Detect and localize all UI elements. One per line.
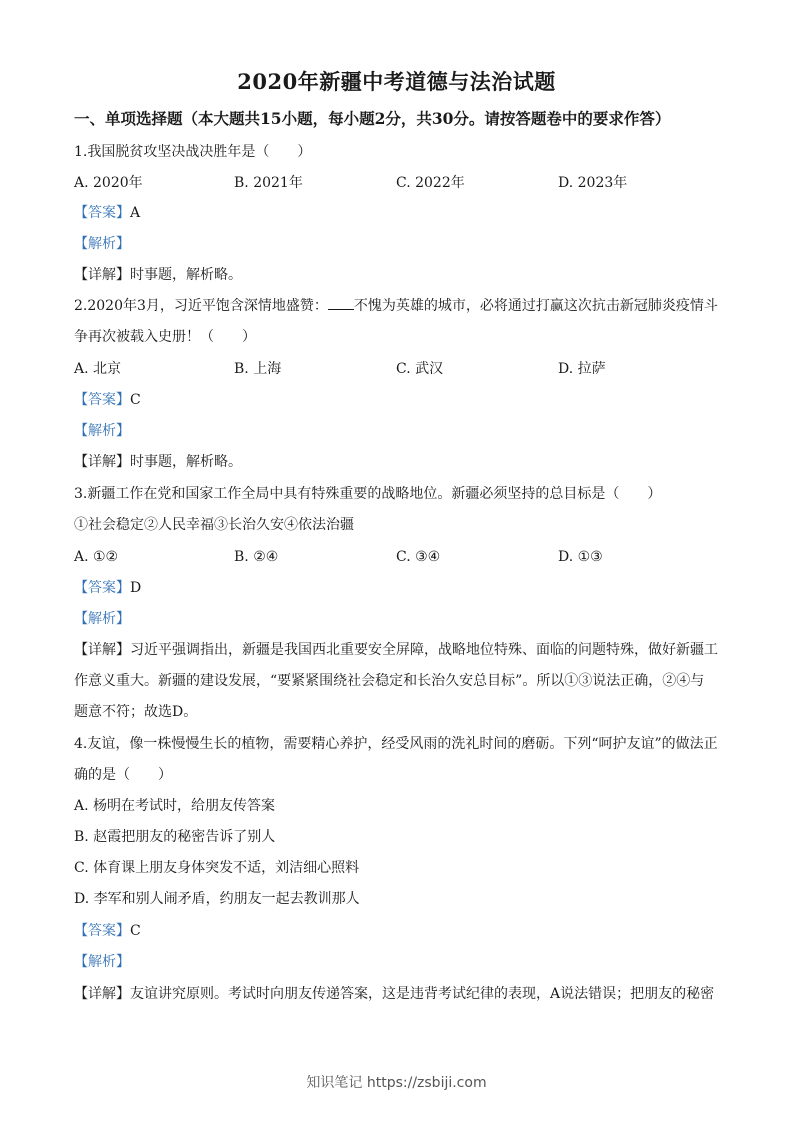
- question-3-items: ①社会稳定②人民幸福③长治久安④依法治疆: [74, 517, 354, 533]
- detail-text: 时事题，解析略。: [130, 454, 242, 470]
- option-a: A. ①②: [74, 549, 119, 565]
- question-4-option-b: B. 赵霞把朋友的秘密告诉了别人: [74, 829, 276, 845]
- fill-blank: [328, 297, 354, 310]
- page-title: 2020年新疆中考道德与法治试题: [237, 69, 556, 94]
- question-4-detail: [74, 985, 734, 1003]
- detail-text: 友谊讲究原则。考试时向朋友传递答案，这是违背考试纪律的表现，A说法错误；把朋友的秘密: [130, 986, 715, 1002]
- question-3-answer: [74, 579, 734, 597]
- section-heading: 一、单项选择题（本大题共15小题，每小题2分，共30分。请按答题卷中的要求作答）: [74, 109, 671, 128]
- analysis-tag: 【解析】: [74, 236, 130, 252]
- answer-value: A: [130, 205, 141, 221]
- answer-tag: 【答案】: [74, 205, 130, 221]
- option-c: C. ③④: [396, 549, 441, 565]
- option-c: C. 2022年: [396, 175, 465, 191]
- answer-tag: 【答案】: [74, 392, 130, 408]
- analysis-tag: 【解析】: [74, 954, 130, 970]
- answer-value: D: [130, 580, 142, 596]
- question-4-stem-cont: 确的是（ ）: [74, 767, 172, 783]
- question-3-detail: [74, 641, 734, 659]
- detail-tag: 【详解】: [74, 986, 130, 1002]
- question-2-answer: [74, 391, 734, 409]
- question-1-detail: [74, 266, 734, 284]
- question-2-analysis: [74, 422, 734, 440]
- question-3-detail-end: 题意不符；故选D。: [74, 704, 198, 720]
- footer-watermark: 知识笔记 https://zsbiji.com: [306, 1075, 487, 1091]
- question-3-analysis: [74, 610, 734, 628]
- question-1-stem: 1.我国脱贫攻坚决战决胜年是（ ）: [74, 144, 312, 160]
- answer-value: C: [130, 923, 141, 939]
- analysis-tag: 【解析】: [74, 423, 130, 439]
- option-d: D. 拉萨: [558, 361, 606, 377]
- answer-value: C: [130, 392, 141, 408]
- question-4-analysis: [74, 953, 734, 971]
- question-1-analysis: [74, 235, 734, 253]
- option-b: B. 上海: [234, 361, 282, 377]
- question-2-detail: [74, 453, 734, 471]
- option-a: A. 2020年: [74, 175, 143, 191]
- question-2-stem-cont: 争再次被载入史册！（ ）: [74, 329, 256, 345]
- option-d: D. ①③: [558, 549, 603, 565]
- question-1-answer: [74, 204, 734, 222]
- answer-tag: 【答案】: [74, 923, 130, 939]
- analysis-tag: 【解析】: [74, 611, 130, 627]
- option-c: C. 武汉: [396, 361, 444, 377]
- question-4-stem: 4.友谊，像一株慢慢生长的植物，需要精心养护，经受风雨的洗礼时间的磨砺。下列“呵护友谊”的做法正: [74, 736, 718, 752]
- answer-tag: 【答案】: [74, 580, 130, 596]
- question-4-option-c: C. 体育课上朋友身体突发不适，刘洁细心照料: [74, 860, 360, 876]
- question-3-detail-cont: 作意义重大。新疆的建设发展，“要紧紧围绕社会稳定和长治久安总目标”。所以①③说法正确，②④与: [74, 673, 705, 689]
- question-4-option-a: A. 杨明在考试时，给朋友传答案: [74, 798, 276, 814]
- stem-part-b: 不愧为英雄的城市，必将通过打赢这次抗击新冠肺炎疫情斗: [353, 298, 718, 314]
- detail-tag: 【详解】: [74, 642, 130, 658]
- question-4-answer: [74, 922, 734, 940]
- question-2-stem: [74, 297, 734, 315]
- question-4-option-d: D. 李军和别人闹矛盾，约朋友一起去教训那人: [74, 891, 360, 907]
- detail-text: 习近平强调指出，新疆是我国西北重要安全屏障，战略地位特殊、面临的问题特殊，做好新疆工: [130, 642, 718, 658]
- option-a: A. 北京: [74, 361, 122, 377]
- detail-tag: 【详解】: [74, 454, 130, 470]
- option-b: B. ②④: [234, 549, 279, 565]
- option-d: D. 2023年: [558, 175, 628, 191]
- option-b: B. 2021年: [234, 175, 303, 191]
- detail-tag: 【详解】: [74, 267, 130, 283]
- stem-part-a: 2.2020年3月，习近平饱含深情地盛赞：: [74, 298, 328, 314]
- question-3-stem: 3.新疆工作在党和国家工作全局中具有特殊重要的战略地位。新疆必须坚持的总目标是（ ）: [74, 486, 662, 502]
- detail-text: 时事题，解析略。: [130, 267, 242, 283]
